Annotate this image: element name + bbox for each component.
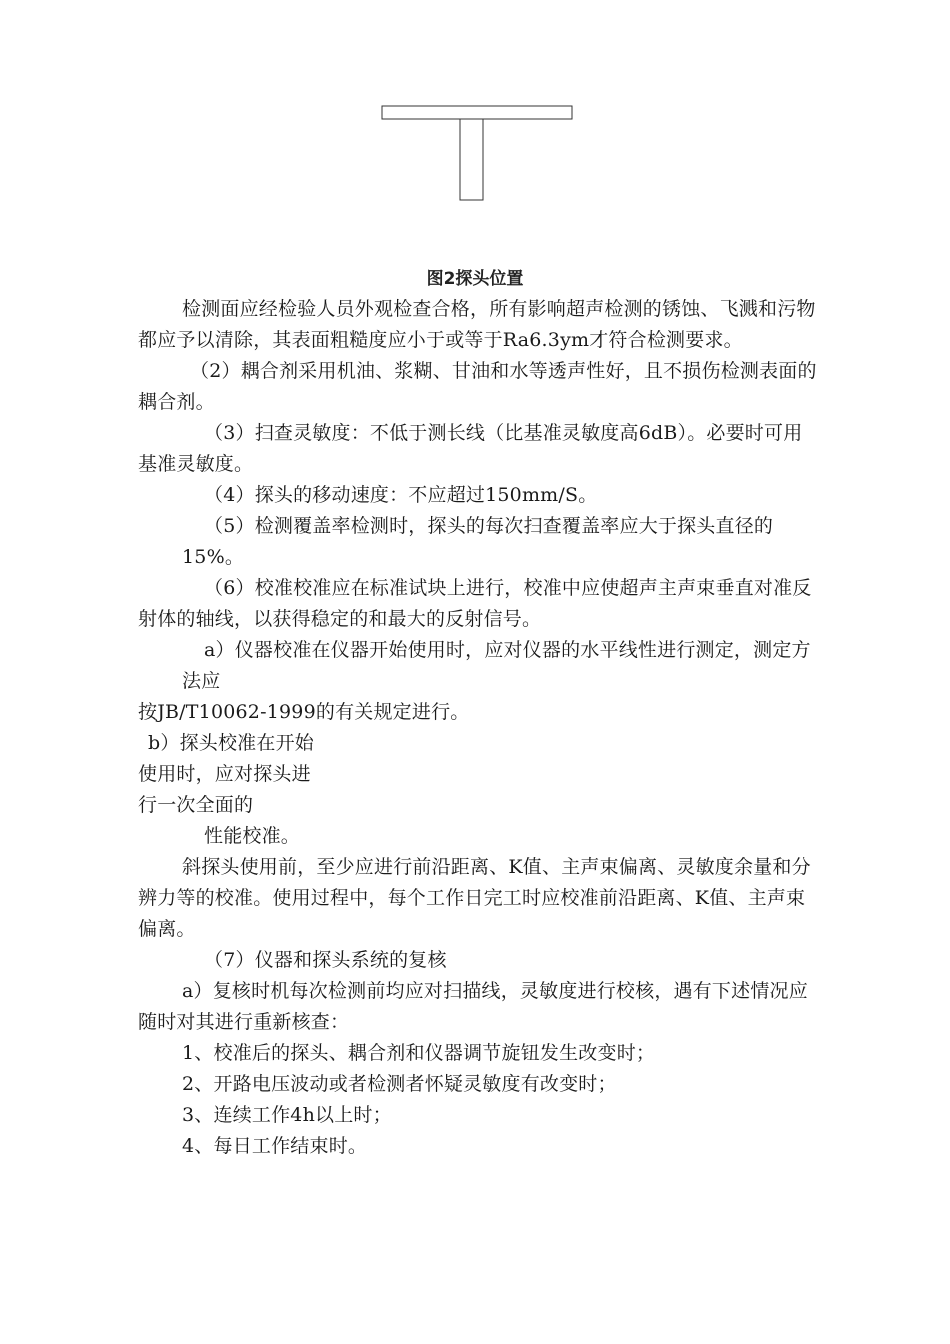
list-item-2: 2、开路电压波动或者检测者怀疑灵敏度有改变时；	[182, 1073, 617, 1095]
t-shape-flange	[382, 106, 572, 119]
paragraph-calibration: （6）校准校准应在标准试块上进行，校准中应使超声主声束垂直对准反射体的轴线，以获得稳定的和最大的反射信号。	[138, 577, 812, 630]
t-shape-web	[460, 119, 483, 200]
paragraph-system-recheck-heading: （7）仪器和探头系统的复核	[204, 949, 447, 971]
paragraph-surface-requirement: 检测面应经检验人员外观检查合格，所有影响超声检测的锈蚀、飞溅和污物都应予以清除，其表面粗糙度应小于或等于Ra6.3ym才符合检测要求。	[138, 298, 816, 351]
paragraph-probe-calibration: b）探头校准在开始使用时，应对探头进行一次全面的	[138, 732, 314, 816]
paragraph-instrument-calibration: a）仪器校准在仪器开始使用时，应对仪器的水平线性进行测定，测定方法应	[182, 639, 811, 692]
document-body	[138, 294, 818, 1162]
list-item-3: 3、连续工作4h以上时；	[182, 1104, 392, 1126]
paragraph-coverage: （5）检测覆盖率检测时，探头的每次扫查覆盖率应大于探头直径的15%。	[182, 515, 774, 568]
figure-caption: 图2探头位置	[426, 269, 524, 289]
list-item-4: 4、每日工作结束时。	[182, 1135, 368, 1157]
paragraph-scan-sensitivity: （3）扫查灵敏度：不低于测长线（比基准灵敏度高6dB）。必要时可用基准灵敏度。	[138, 422, 803, 475]
paragraph-angle-probe: 斜探头使用前，至少应进行前沿距离、K值、主声束偏离、灵敏度余量和分辨力等的校准。使用过程中，每个工作日完工时应校准前沿距离、K值、主声束偏离。	[138, 856, 811, 940]
paragraph-probe-speed: （4）探头的移动速度：不应超过150mm/S。	[204, 484, 598, 506]
paragraph-recheck-timing: a）复核时机每次检测前均应对扫描线，灵敏度进行校核，遇有下述情况应随时对其进行重新核查：	[138, 980, 808, 1033]
paragraph-performance-calibration: 性能校准。	[204, 825, 301, 847]
paragraph-standard-reference: 按JB/T10062-1999的有关规定进行。	[138, 701, 470, 723]
list-item-1: 1、校准后的探头、耦合剂和仪器调节旋钮发生改变时；	[182, 1042, 656, 1064]
paragraph-couplant: （2）耦合剂采用机油、浆糊、甘油和水等透声性好，且不损伤检测表面的耦合剂。	[138, 360, 817, 413]
probe-position-figure	[0, 0, 950, 260]
